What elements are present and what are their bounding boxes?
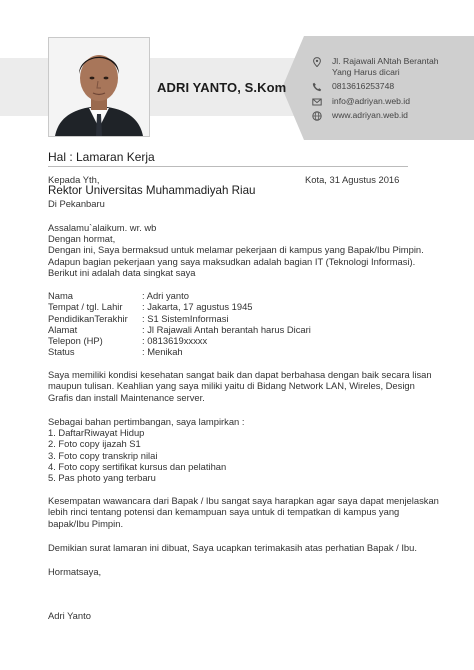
applicant-name: ADRI YANTO, S.Kom xyxy=(157,80,287,95)
skills-paragraph xyxy=(48,369,432,403)
closing-paragraph xyxy=(48,495,439,529)
website-link[interactable]: www.adriyan.web.id xyxy=(332,110,408,120)
subject-line: Hal : Lamaran Kerja xyxy=(48,150,155,164)
email-row xyxy=(312,96,410,107)
salutation: Assalamu`alaikum. wr. wb xyxy=(48,222,157,233)
email-link[interactable]: info@adriyan.web.id xyxy=(332,96,410,106)
address-row xyxy=(312,56,439,78)
address-line-2: Yang Harus dicari xyxy=(332,67,400,77)
recipient-name: Rektor Universitas Muhammadiyah Riau xyxy=(48,184,256,197)
profile-value: : Menikah xyxy=(142,346,183,358)
skills-line: Saya memiliki kondisi kesehatan sangat baik dan dapat berbahasa dengan baik secara lisan xyxy=(48,369,432,380)
closing-line: Kesempatan wawancara dari Bapak / Ibu sangat saya harapkan agar saya dapat menjelaskan xyxy=(48,495,439,506)
thanks-line: Demikian surat lamaran ini dibuat, Saya ucapkan terimakasih atas perhatian Bapak / Ibu. xyxy=(48,542,417,553)
opening-line: Berikut ini adalah data singkat saya xyxy=(48,266,196,278)
website-row xyxy=(312,110,408,121)
greeting-to: Kepada Yth, xyxy=(48,174,100,185)
portrait-illustration xyxy=(49,38,149,136)
location-pin-icon xyxy=(312,57,322,67)
opening-line: Adapun bagian pekerjaan yang saya maksudkan adalah bagian IT (Teknologi Informasi). xyxy=(48,255,416,267)
phone-number: 0813616253748 xyxy=(332,81,395,91)
attachments-list xyxy=(48,427,226,483)
profile-value: : Jakarta, 17 agustus 1945 xyxy=(142,301,253,313)
attachment-item: 3. Foto copy transkrip nilai xyxy=(48,449,158,461)
letter-date: Kota, 31 Agustus 2016 xyxy=(305,174,400,185)
profile-label: Alamat xyxy=(48,323,78,335)
address-line-1: Jl. Rajawali ANtah Berantah xyxy=(332,56,439,66)
opening-line: Dengan ini, Saya bermaksud untuk melamar pekerjaan di kampus yang Bapak/Ibu Pimpin. xyxy=(48,244,424,256)
recipient-place: Di Pekanbaru xyxy=(48,198,105,209)
globe-icon xyxy=(312,111,322,121)
profile-value: : Jl Rajawali Antah berantah harus Dicari xyxy=(142,323,311,335)
subject-divider xyxy=(48,166,408,167)
skills-line: Grafis dan install Maintenance server. xyxy=(48,391,205,403)
profile-value: : S1 SistemInformasi xyxy=(142,312,229,324)
profile-label: Status xyxy=(48,346,75,358)
profile-label: Tempat / tgl. Lahir xyxy=(48,301,123,313)
profile-value: : 0813619xxxxx xyxy=(142,335,208,347)
attachment-item: 2. Foto copy ijazah S1 xyxy=(48,438,141,450)
profile-values xyxy=(142,290,311,358)
phone-icon xyxy=(312,82,322,92)
profile-label: PendidikanTerakhir xyxy=(48,312,128,324)
regards: Hormatsaya, xyxy=(48,566,102,577)
phone-row xyxy=(312,81,394,92)
closing-line: lebih rinci tentang potensi dan kemampuan saya untuk di tempatkan di kampus yang xyxy=(48,506,400,518)
signature-name: Adri Yanto xyxy=(48,610,91,621)
profile-label: Nama xyxy=(48,290,74,301)
profile-photo xyxy=(48,37,150,137)
profile-labels xyxy=(48,290,128,358)
attachment-item: 1. DaftarRiwayat Hidup xyxy=(48,427,145,438)
attachments-intro: Sebagai bahan pertimbangan, saya lampirkan : xyxy=(48,416,245,427)
closing-line: bapak/Ibu Pimpin. xyxy=(48,517,124,529)
profile-value: : Adri yanto xyxy=(142,290,189,301)
mail-icon xyxy=(312,97,322,107)
skills-line: maupun tulisan. Keahlian yang saya miliki yaitu di Bidang Network LAN, Wireles, Design xyxy=(48,380,415,392)
opening-line: Dengan hormat, xyxy=(48,233,116,244)
profile-label: Telepon (HP) xyxy=(48,335,103,347)
attachment-item: 4. Foto copy sertifikat kursus dan pelatihan xyxy=(48,460,227,472)
opening-paragraph xyxy=(48,233,424,278)
attachment-item: 5. Pas photo yang terbaru xyxy=(48,472,156,484)
